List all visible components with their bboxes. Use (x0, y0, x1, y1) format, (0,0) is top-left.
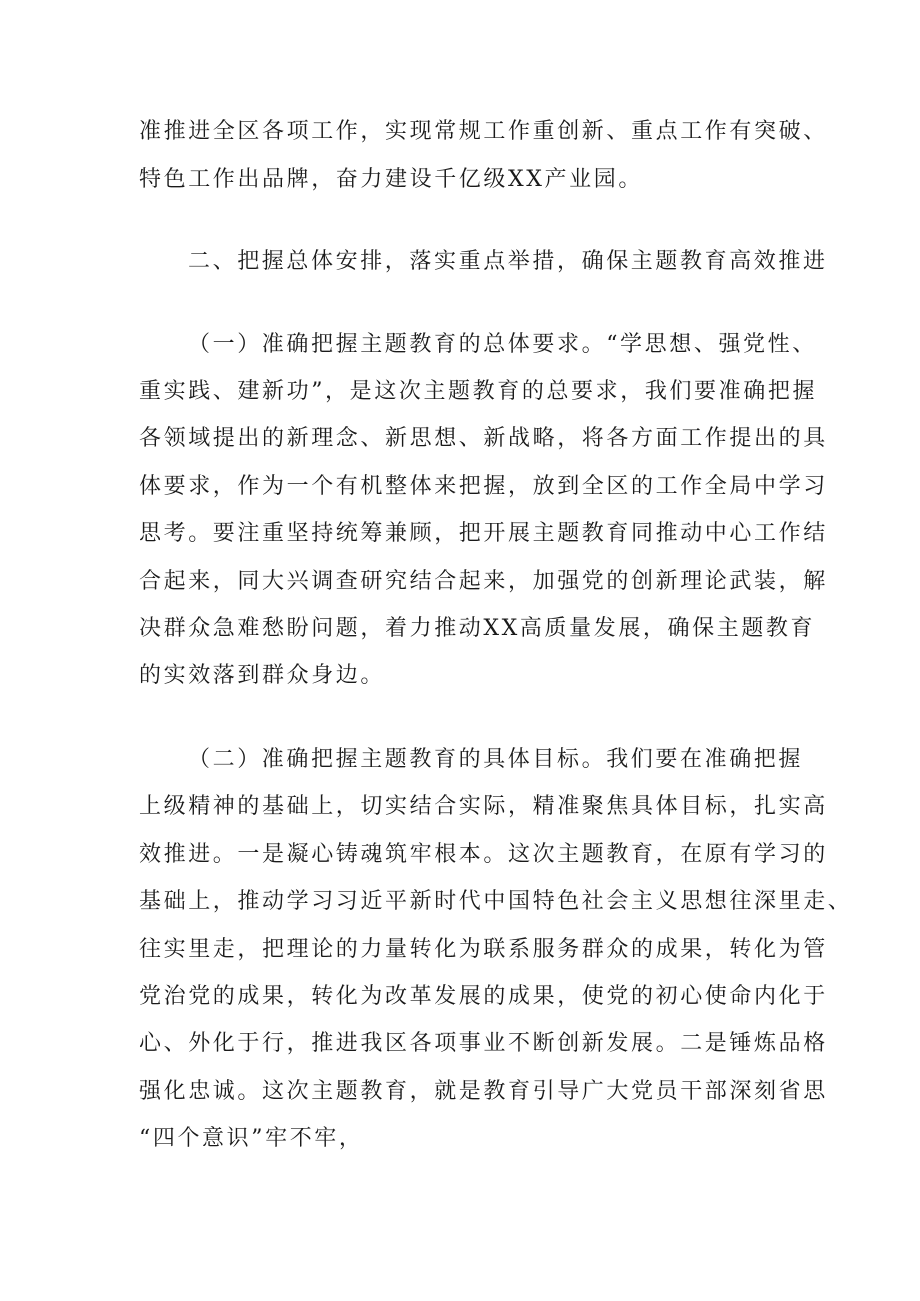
paragraph-intro-line-2: 特色工作出品牌，奋力建设千亿级XX产业园。 (139, 167, 643, 192)
paragraph-1-line-1: （一）准确把握主题教育的总体要求。“学思想、强党性、 (188, 332, 817, 357)
paragraph-2-line-8: 强化忠诚。这次主题教育，就是教育引导广大党员干部深刻省思 (139, 1079, 828, 1104)
paragraph-intro-line-1: 准推进全区各项工作，实现常规工作重创新、重点工作有突破、 (139, 119, 828, 144)
paragraph-2-line-3: 效推进。一是凝心铸魂筑牢根本。这次主题教育，在原有学习的 (139, 842, 828, 867)
paragraph-2-line-2: 上级精神的基础上，切实结合实际，精准聚焦具体目标，扎实高 (139, 794, 828, 819)
paragraph-2-line-4: 基础上，推动学习习近平新时代中国特色社会主义思想往深里走、 (139, 889, 853, 914)
paragraph-2-line-6: 党治党的成果，转化为改革发展的成果，使党的初心使命内化于 (139, 984, 828, 1009)
paragraph-1-line-6: 合起来，同大兴调查研究结合起来，加强党的创新理论武装，解 (139, 569, 828, 594)
paragraph-1-line-7: 决群众急难愁盼问题，着力推动XX高质量发展，确保主题教育 (139, 616, 816, 641)
paragraph-2-line-7: 心、外化于行，推进我区各项事业不断创新发展。二是锤炼品格 (139, 1031, 828, 1056)
paragraph-2-line-5: 往实里走，把理论的力量转化为联系服务群众的成果，转化为管 (139, 937, 828, 962)
paragraph-1-line-2: 重实践、建新功”，是这次主题教育的总要求，我们要准确把握 (139, 379, 818, 404)
paragraph-1-line-4: 体要求，作为一个有机整体来把握，放到全区的工作全局中学习 (139, 474, 828, 499)
paragraph-2-line-9: “四个意识”牢不牢， (139, 1126, 364, 1151)
section-heading: 二、把握总体安排，落实重点举措，确保主题教育高效推进 (188, 249, 828, 274)
paragraph-1-line-3: 各领域提出的新理念、新思想、新战略，将各方面工作提出的具 (139, 426, 828, 451)
paragraph-2-line-1: （二）准确把握主题教育的具体目标。我们要在准确把握 (188, 747, 804, 772)
paragraph-1-line-5: 思考。要注重坚持统筹兼顾，把开展主题教育同推动中心工作结 (139, 521, 828, 546)
paragraph-1-line-8: 的实效落到群众身边。 (139, 663, 386, 688)
